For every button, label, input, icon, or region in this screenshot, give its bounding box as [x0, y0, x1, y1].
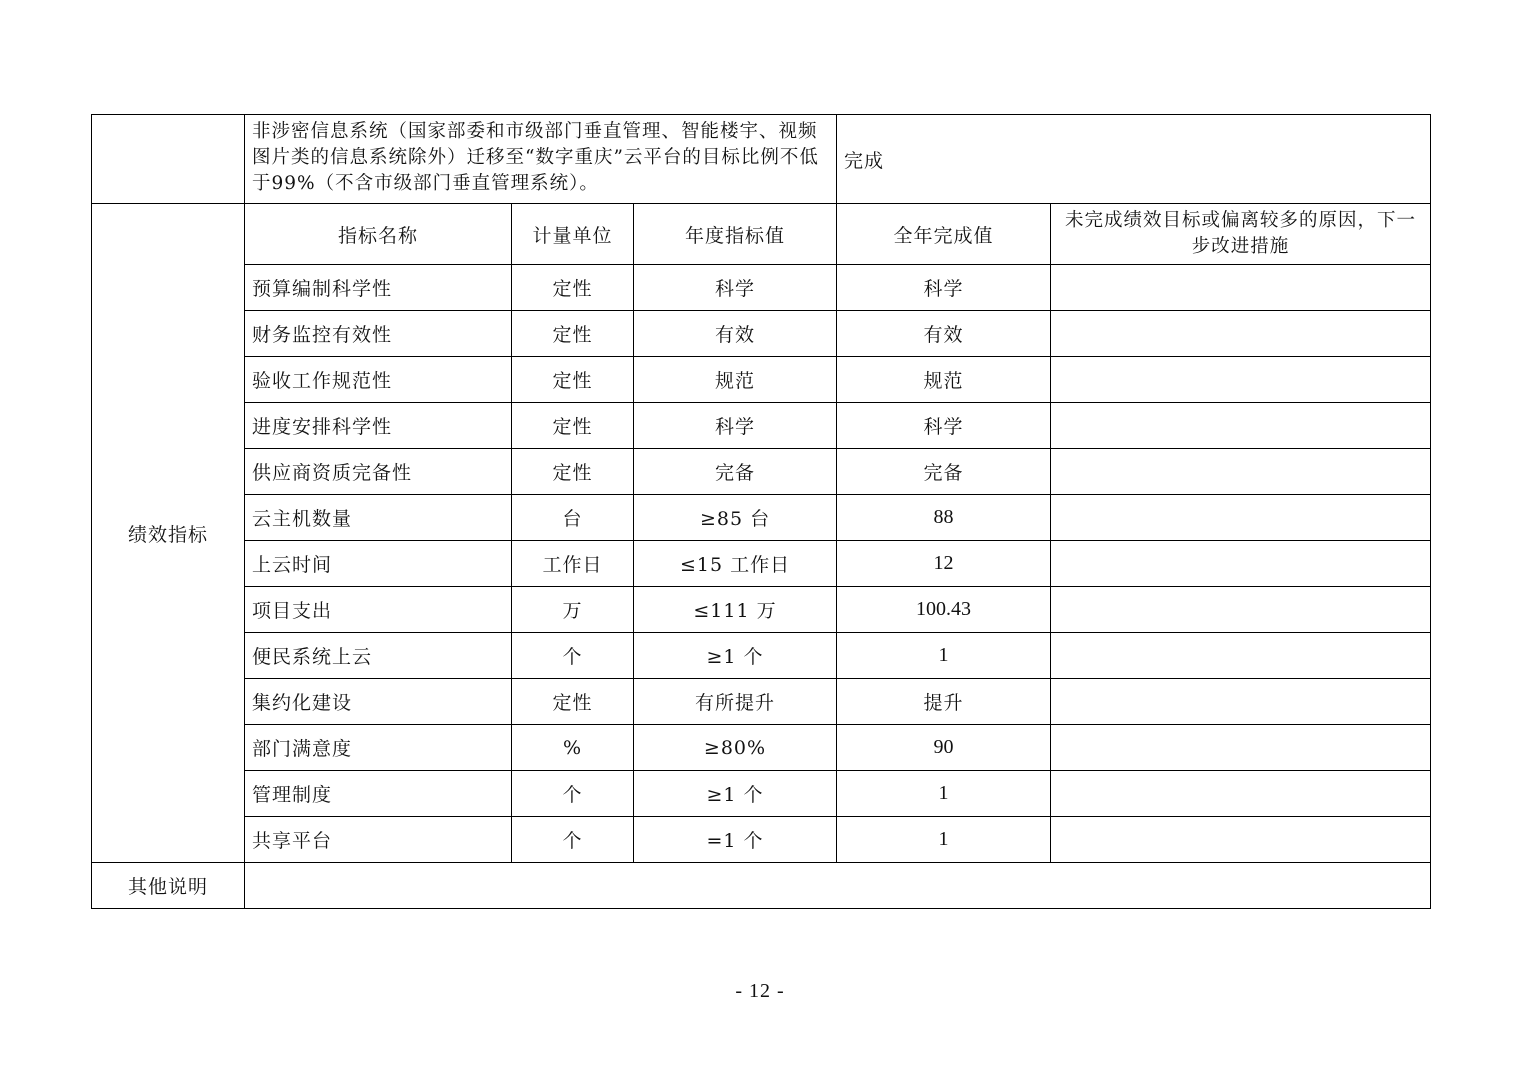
indicator-actual: 100.43: [837, 587, 1051, 633]
indicator-actual: 完备: [837, 449, 1051, 495]
goal-row: [92, 115, 1431, 204]
indicator-row: [92, 725, 1431, 771]
indicator-name: 供应商资质完备性: [245, 449, 512, 495]
indicator-target: ≤111 万: [634, 587, 837, 633]
indicator-actual: 规范: [837, 357, 1051, 403]
indicator-reason: [1051, 541, 1431, 587]
indicator-target: 科学: [634, 265, 837, 311]
indicator-actual: 12: [837, 541, 1051, 587]
indicator-unit: 个: [512, 817, 634, 863]
indicator-name: 管理制度: [245, 771, 512, 817]
goal-label-cell: [92, 115, 245, 204]
indicator-unit: 台: [512, 495, 634, 541]
indicator-name: 云主机数量: [245, 495, 512, 541]
indicator-unit: 定性: [512, 265, 634, 311]
indicator-actual: 提升: [837, 679, 1051, 725]
indicator-target: ≥1 个: [634, 633, 837, 679]
indicator-row: [92, 771, 1431, 817]
page-number: - 12 -: [735, 980, 785, 1002]
indicator-name: 便民系统上云: [245, 633, 512, 679]
indicator-row: [92, 495, 1431, 541]
indicator-reason: [1051, 679, 1431, 725]
goal-status: 完成: [837, 115, 1431, 204]
indicator-unit: 个: [512, 771, 634, 817]
other-notes-value: [245, 863, 1431, 909]
indicator-name: 验收工作规范性: [245, 357, 512, 403]
indicator-name: 共享平台: [245, 817, 512, 863]
header-actual-value: 全年完成值: [837, 204, 1051, 265]
indicator-target: 规范: [634, 357, 837, 403]
indicator-reason: [1051, 311, 1431, 357]
indicator-target: ≥85 台: [634, 495, 837, 541]
indicator-row: [92, 357, 1431, 403]
indicator-name: 进度安排科学性: [245, 403, 512, 449]
indicator-name: 集约化建设: [245, 679, 512, 725]
indicator-target: ≥1 个: [634, 771, 837, 817]
indicator-reason: [1051, 495, 1431, 541]
indicator-reason: [1051, 725, 1431, 771]
indicator-reason: [1051, 403, 1431, 449]
indicator-name: 项目支出: [245, 587, 512, 633]
indicator-target: ≤15 工作日: [634, 541, 837, 587]
indicator-unit: 工作日: [512, 541, 634, 587]
indicator-row: [92, 265, 1431, 311]
indicator-unit: 定性: [512, 311, 634, 357]
indicator-row: [92, 541, 1431, 587]
indicator-name: 部门满意度: [245, 725, 512, 771]
indicator-name: 财务监控有效性: [245, 311, 512, 357]
header-reason: 未完成绩效目标或偏离较多的原因，下一步改进措施: [1051, 204, 1431, 265]
indicator-actual: 科学: [837, 265, 1051, 311]
indicator-unit: 定性: [512, 449, 634, 495]
indicator-unit: 万: [512, 587, 634, 633]
indicator-reason: [1051, 449, 1431, 495]
performance-table: [91, 114, 1431, 909]
indicator-actual: 88: [837, 495, 1051, 541]
indicator-row: [92, 817, 1431, 863]
indicator-target: 有所提升: [634, 679, 837, 725]
other-notes-label: 其他说明: [92, 863, 245, 909]
header-row: [92, 204, 1431, 265]
indicator-actual: 1: [837, 771, 1051, 817]
indicator-unit: 定性: [512, 679, 634, 725]
header-unit: 计量单位: [512, 204, 634, 265]
indicator-reason: [1051, 265, 1431, 311]
header-annual-target: 年度指标值: [634, 204, 837, 265]
goal-description: 非涉密信息系统（国家部委和市级部门垂直管理、智能楼宇、视频图片类的信息系统除外）迁移至“数字重庆”云平台的目标比例不低于99%（不含市级部门垂直管理系统）。: [245, 115, 837, 204]
indicator-reason: [1051, 817, 1431, 863]
indicator-unit: 定性: [512, 357, 634, 403]
header-indicator-name: 指标名称: [245, 204, 512, 265]
indicator-row: [92, 587, 1431, 633]
indicator-actual: 1: [837, 817, 1051, 863]
indicator-actual: 科学: [837, 403, 1051, 449]
indicator-row: [92, 403, 1431, 449]
indicator-unit: %: [512, 725, 634, 771]
indicator-reason: [1051, 357, 1431, 403]
indicator-row: [92, 679, 1431, 725]
indicator-actual: 1: [837, 633, 1051, 679]
indicator-actual: 有效: [837, 311, 1051, 357]
section-label-performance: 绩效指标: [92, 204, 245, 863]
indicator-row: [92, 633, 1431, 679]
indicator-unit: 定性: [512, 403, 634, 449]
indicator-target: ≥80%: [634, 725, 837, 771]
indicator-target: 科学: [634, 403, 837, 449]
indicator-name: 上云时间: [245, 541, 512, 587]
indicator-reason: [1051, 587, 1431, 633]
indicator-row: [92, 449, 1431, 495]
indicator-row: [92, 311, 1431, 357]
indicator-name: 预算编制科学性: [245, 265, 512, 311]
indicator-target: 完备: [634, 449, 837, 495]
other-notes-row: [92, 863, 1431, 909]
indicator-target: 有效: [634, 311, 837, 357]
indicator-reason: [1051, 771, 1431, 817]
indicator-target: =1 个: [634, 817, 837, 863]
indicator-reason: [1051, 633, 1431, 679]
indicator-actual: 90: [837, 725, 1051, 771]
indicator-unit: 个: [512, 633, 634, 679]
